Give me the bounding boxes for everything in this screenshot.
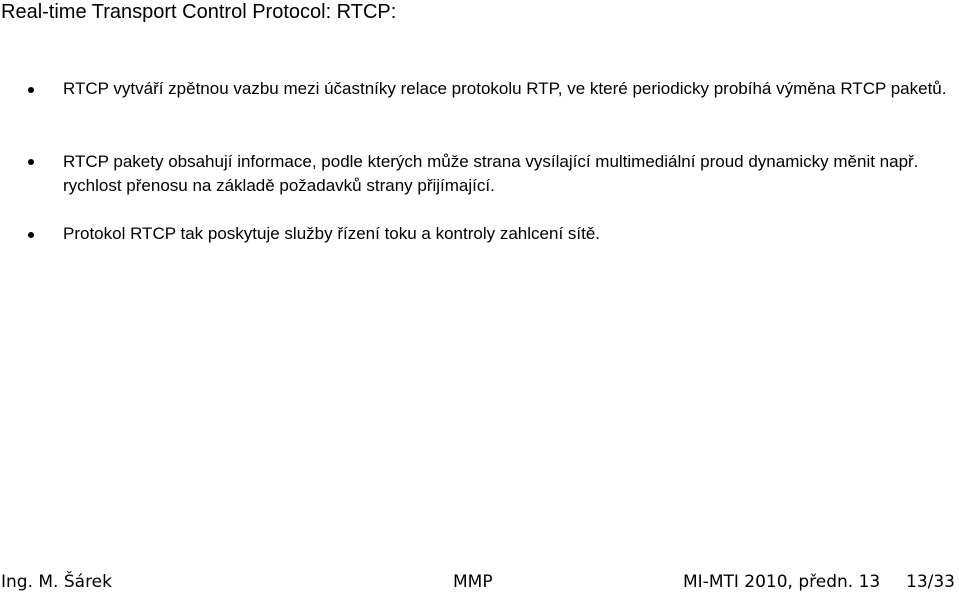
bullet-dot-icon <box>28 159 34 165</box>
bullet-text: Protokol RTCP tak poskytuje služby řízení toku a kontroly zahlcení sítě. <box>63 224 601 243</box>
footer-course: MMP <box>453 572 493 592</box>
footer-author: Ing. M. Šárek <box>1 572 112 592</box>
footer-lecture: MI-MTI 2010, předn. 13 <box>683 572 881 592</box>
bullet-dot-icon <box>28 87 34 93</box>
slide-title: Real-time Transport Control Protocol: RTCP: <box>1 1 397 23</box>
bullet-dot-icon <box>28 232 34 238</box>
footer-page-number: 13/33 <box>906 572 955 592</box>
bullet-text: RTCP vytváří zpětnou vazbu mezi účastníky relace protokolu RTP, ve které periodicky probíhá výměna RTCP paketů. <box>63 79 947 98</box>
bullet-text: RTCP pakety obsahují informace, podle kterých může strana vysílající multimediální proud dynamicky měnit např. rychlost přenosu na základě požadavků strany přijímající. <box>63 152 919 195</box>
